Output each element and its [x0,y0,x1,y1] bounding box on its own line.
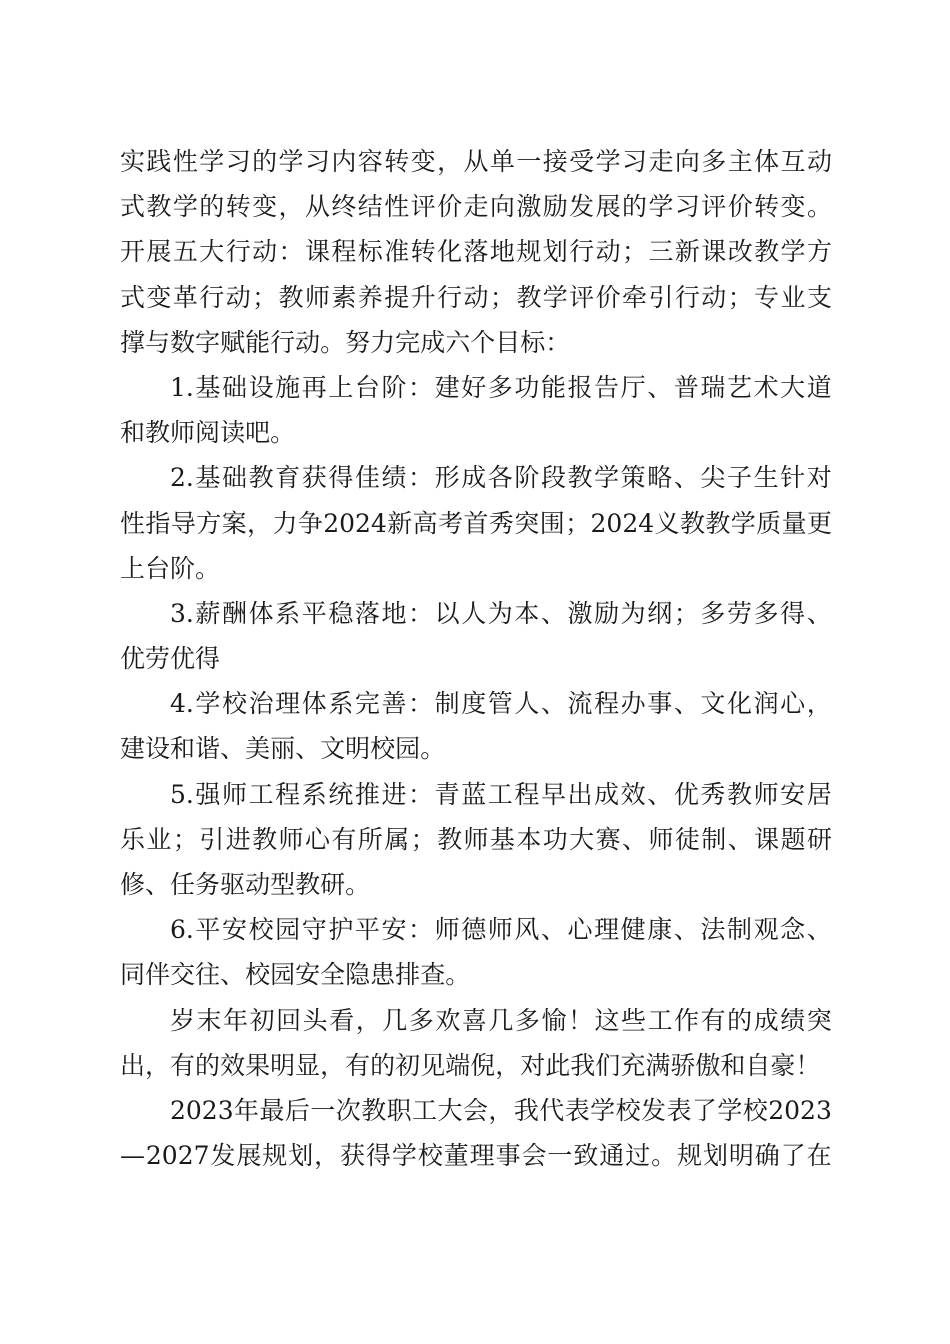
text-line: 开 展 五 大 行 动 ： 课 程 标 准 转 化 落 地 规 划 行 动 ； 三 新 课 改 教 学 方 [120,237,832,267]
text-line: 优 劳 优 得 [120,644,221,674]
document-body [120,139,832,1178]
text-line: 4. 学 校 治 理 体 系 完 善 ： 制 度 管 人 、 流 程 办 事 、 文 化 润 心 ， [170,689,832,719]
text-line: 建 设 和 谐 、 美 丽 、 文 明 校 园 。 [120,734,446,764]
text-line: 和 教 师 阅 读 吧 。 [120,418,296,448]
text-line: 5. 强 师 工 程 系 统 推 进 ： 青 蓝 工 程 早 出 成 效 、 优 秀 教 师 安 居 [170,779,832,809]
text-line: 6. 平 安 校 园 守 护 平 安 ： 师 德 师 风 、 心 理 健 康 、 法 制 观 念 、 [170,915,832,945]
text-line: 性 指 导 方 案 ， 力 争 2024 新 高 考 首 秀 突 围 ； 2024 义 教 教 学 质 量 更 [120,508,832,538]
text-line: 同 伴 交 往 、 校 园 安 全 隐 患 排 查 。 [120,960,471,990]
text-line: 2. 基 础 教 育 获 得 佳 绩 ： 形 成 各 阶 段 教 学 策 略 、 尖 子 生 针 对 [170,463,832,493]
text-line: 式 变 革 行 动 ； 教 师 素 养 提 升 行 动 ； 教 学 评 价 牵 引 行 动 ； 专 业 支 [120,282,832,312]
text-line: 3. 薪 酬 体 系 平 稳 落 地 ： 以 人 为 本 、 激 励 为 纲 ； 多 劳 多 得 、 [170,598,832,628]
text-line: — 2027 发 展 规 划 ， 获 得 学 校 董 理 事 会 一 致 通 过 。 规 划 明 确 了 在 [120,1141,832,1171]
text-line: 修 、 任 务 驱 动 型 教 研 。 [120,870,371,899]
text-line: 实 践 性 学 习 的 学 习 内 容 转 变 ， 从 单 一 接 受 学 习 走 向 多 主 体 互 动 [120,147,832,176]
text-line: 2023 年 最 后 一 次 教 职 工 大 会 ， 我 代 表 学 校 发 表 了 学 校 2023 [170,1095,832,1125]
text-line: 上 台 阶 。 [120,553,221,583]
text-line: 1. 基 础 设 施 再 上 台 阶 ： 建 好 多 功 能 报 告 厅 、 普 瑞 艺 术 大 道 [170,372,832,402]
text-line: 式 教 学 的 转 变 ， 从 终 结 性 评 价 走 向 激 励 发 展 的 学 习 评 价 转 变 。 [120,192,832,222]
text-line: 岁 末 年 初 回 头 看 ， 几 多 欢 喜 几 多 愉 ！ 这 些 工 作 有 的 成 绩 突 [170,1005,832,1035]
text-line: 撑 与 数 字 赋 能 行 动 。 努 力 完 成 六 个 目 标 ： [120,327,571,357]
text-line: 乐 业 ； 引 进 教 师 心 有 所 属 ； 教 师 基 本 功 大 赛 、 师 徒 制 、 课 题 研 [120,824,832,854]
text-line: 出 ， 有 的 效 果 明 显 ， 有 的 初 见 端 倪 ， 对 此 我 们 充 满 骄 傲 和 自 豪 ！ [120,1050,821,1080]
